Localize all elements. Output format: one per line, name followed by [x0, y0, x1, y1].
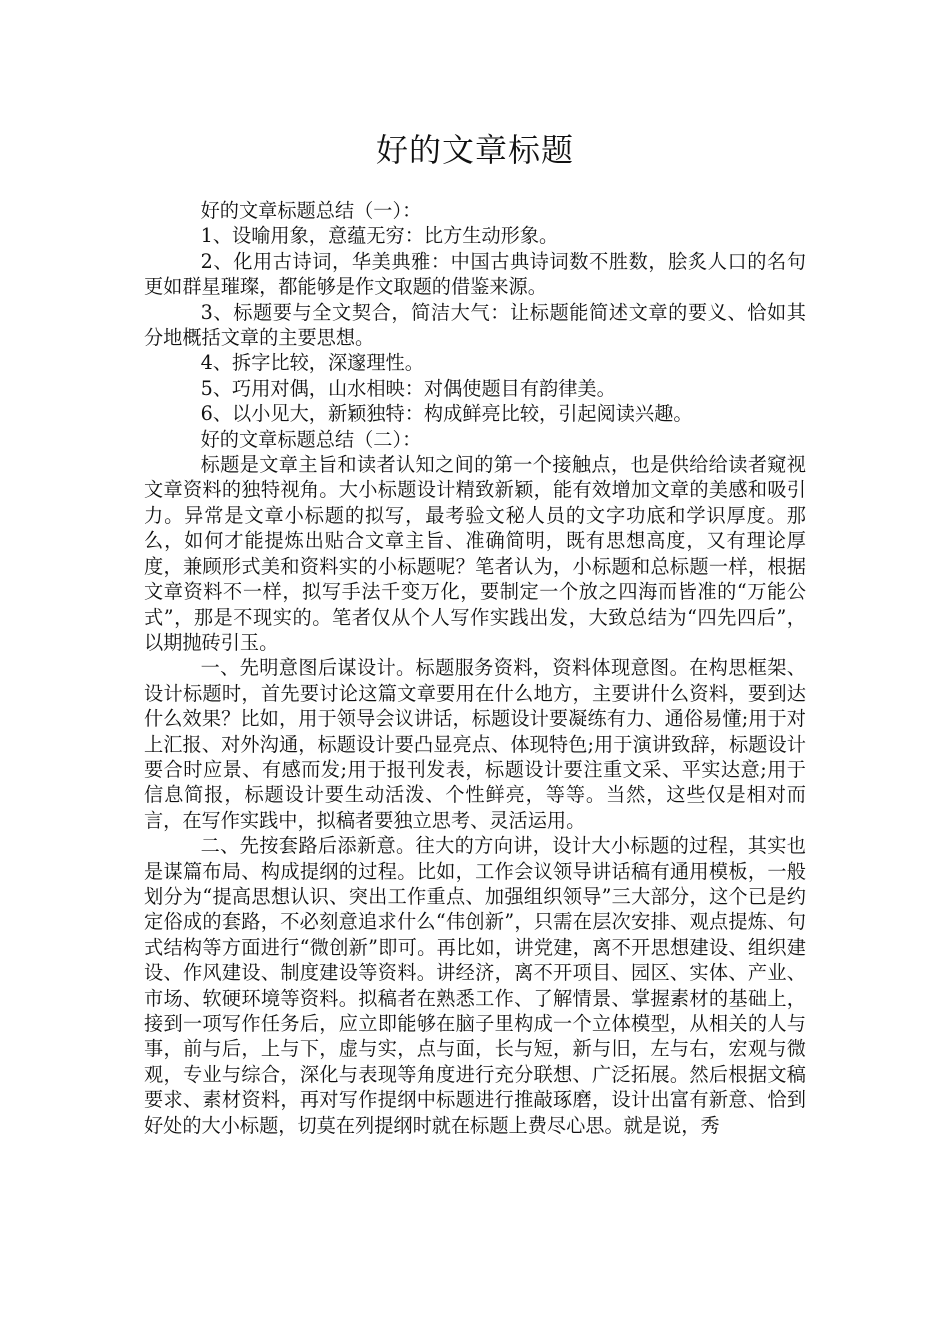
list-item: 6、以小见大，新颖独特：构成鲜亮比较，引起阅读兴趣。	[200, 402, 693, 426]
list-item: 1、设喻用象，意蕴无穷：比方生动形象。	[200, 224, 559, 248]
body-paragraph: 二、先按套路后添新意。往大的方向讲，设计大小标题的过程，其实也是谋篇布局、构成提纲的过程。比如，工作会议领导讲话稿有通用模板，一般划分为“提高思想认识、突出工作重点、加强组织领导”三大部分，这个已是约定俗成的套路，不必刻意追求什么“伟创新”，只需在层次安排、观点提炼、句式结构等方面进行“微创新”即可。再比如，讲党建，离不开思想建设、组织建设、作风建设、制度建设等资料。讲经济，离不开项目、园区、实体、产业、市场、软硬环境等资料。拟稿者在熟悉工作、了解情景、掌握素材的基础上，接到一项写作任务后，应立即能够在脑子里构成一个立体模型，从相关的人与事，前与后，上与下，虚与实，点与面，长与短，新与旧，左与右，宏观与微观，专业与综合，深化与表现等角度进行充分联想、广泛拓展。然后根据文稿要求、素材资料，再对写作提纲中标题进行推敲琢磨，设计出富有新意、恰到好处的大小标题，切莫在列提纲时就在标题上费尽心思。就是说，秀	[144, 834, 806, 1137]
list-item: 3、标题要与全文契合，简洁大气：让标题能简述文章的要义、恰如其分地概括文章的主要思想。	[144, 300, 806, 350]
section-heading-1: 好的文章标题总结（一）：	[200, 199, 422, 222]
body-paragraph: 标题是文章主旨和读者认知之间的第一个接触点，也是供给给读者窥视文章资料的独特视角。大小标题设计精致新颖，能有效增加文章的美感和吸引力。异常是文章小标题的拟写，最考验文秘人员的文字功底和学识厚度。那么，如何才能提炼出贴合文章主旨、准确简明，既有思想高度，又有理论厚度，兼顾形式美和资料实的小标题呢？笔者认为，小标题和总标题一样，根据文章资料不一样，拟写手法千变万化，要制定一个放之四海而皆准的“万能公式”，那是不现实的。笔者仅从个人写作实践出发，大致总结为“四先四后”，以期抛砖引玉。	[144, 453, 806, 654]
body-paragraph: 一、先明意图后谋设计。标题服务资料，资料体现意图。在构思框架、设计标题时，首先要讨论这篇文章要用在什么地方，主要讲什么资料，要到达什么效果？比如，用于领导会议讲话，标题设计要凝练有力、通俗易懂;用于对上汇报、对外沟通，标题设计要凸显亮点、体现特色;用于演讲致辞，标题设计要合时应景、有感而发;用于报刊发表，标题设计要注重文采、平实达意;用于信息简报，标题设计要生动活泼、个性鲜亮，等等。当然，这些仅是相对而言，在写作实践中，拟稿者要独立思考、灵活运用。	[144, 656, 806, 832]
list-item: 5、巧用对偶，山水相映：对偶使题目有韵律美。	[200, 376, 616, 400]
document-body	[144, 198, 806, 1138]
page-title: 好的文章标题	[375, 131, 574, 169]
list-item: 2、化用古诗词，华美典雅：中国古典诗词数不胜数，脍炙人口的名句更如群星璀璨，都能够是作文取题的借鉴来源。	[144, 249, 806, 299]
section-heading-2: 好的文章标题总结（二）：	[200, 427, 422, 451]
list-item: 4、拆字比较，深邃理性。	[200, 351, 424, 375]
